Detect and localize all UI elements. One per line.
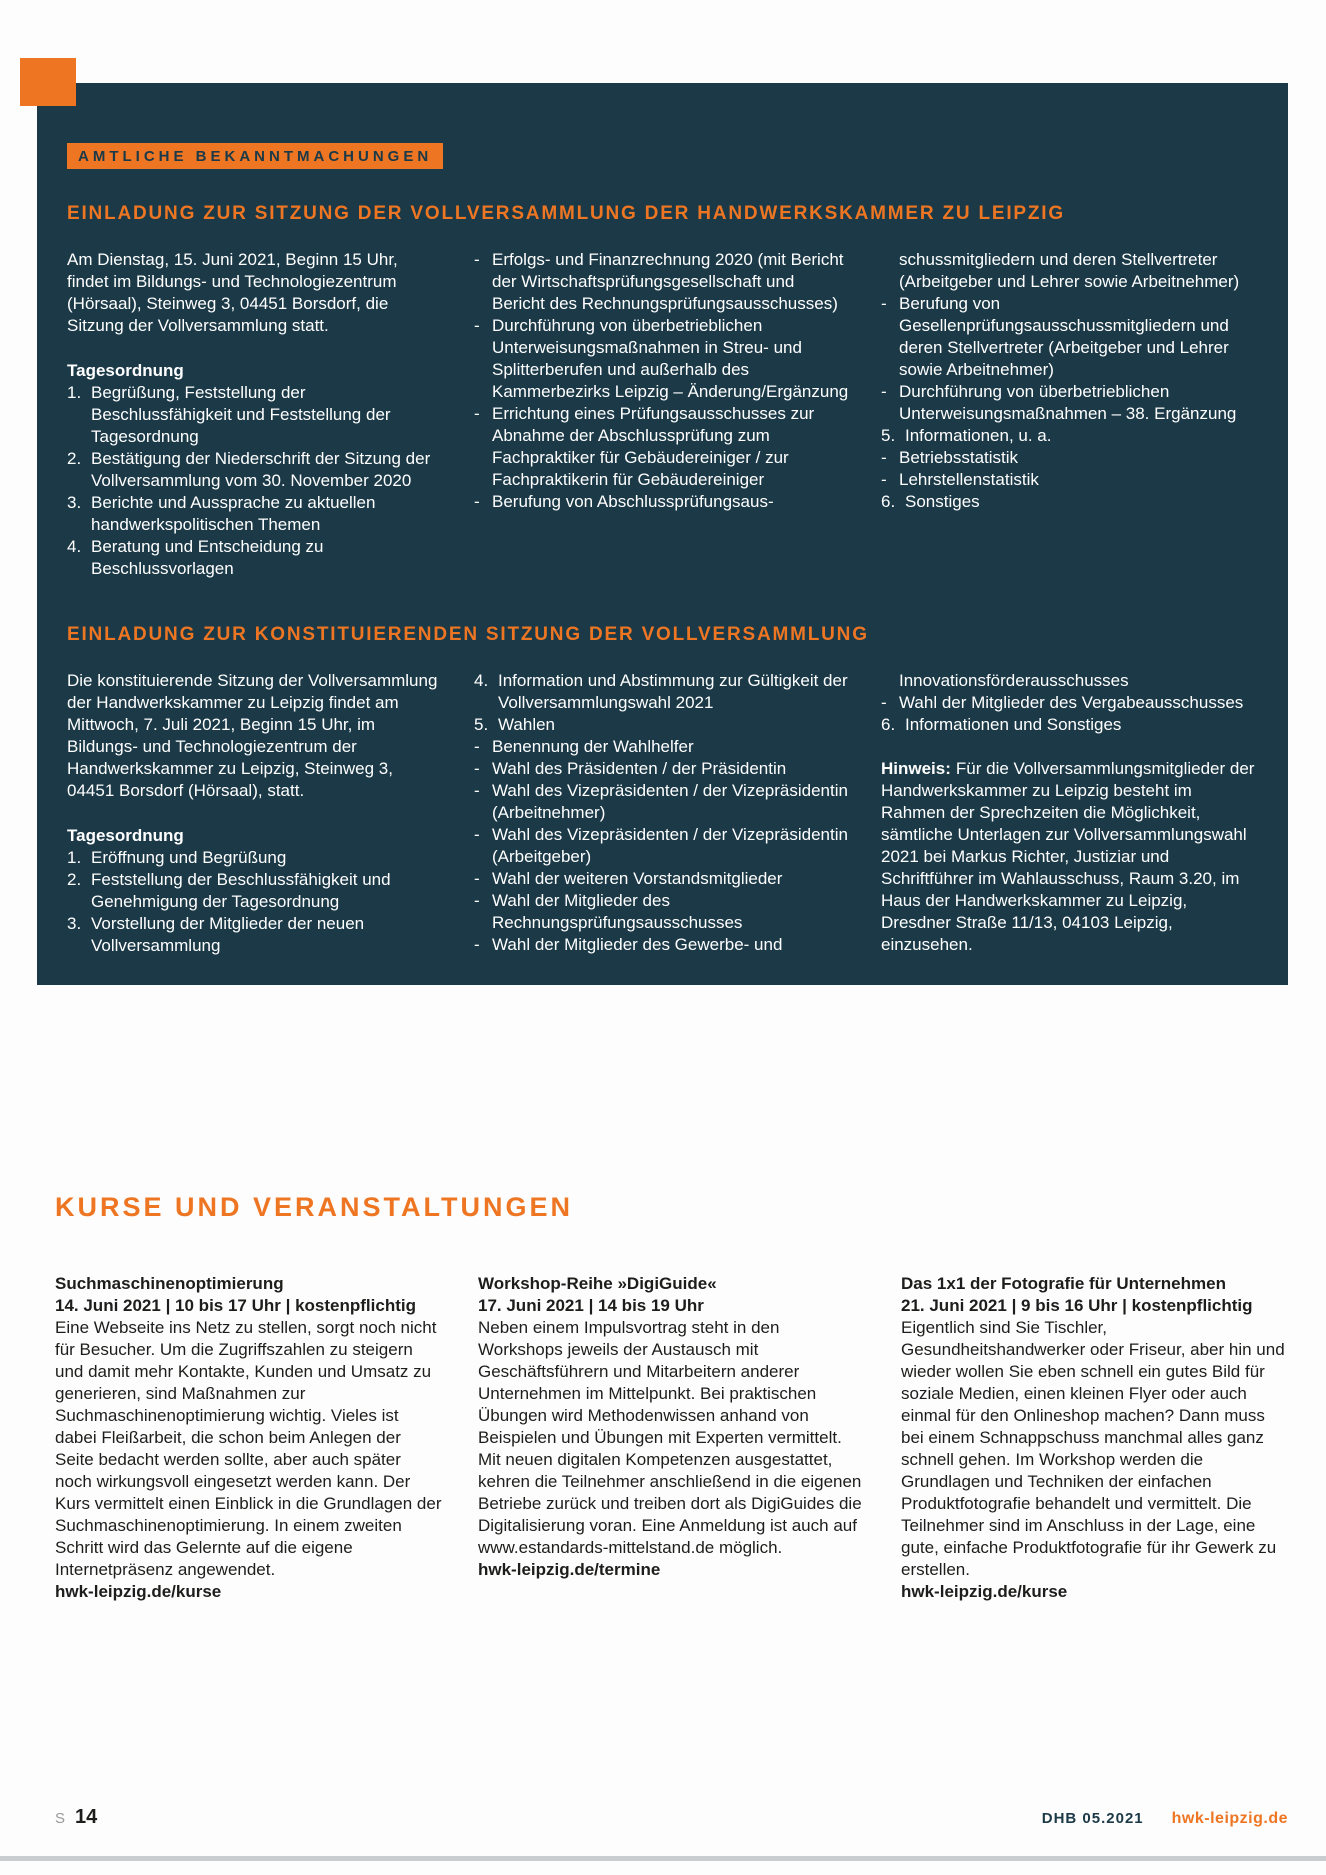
list-marker: - — [474, 869, 480, 888]
page-footer — [55, 1806, 1288, 1829]
corner-accent-square — [20, 58, 76, 106]
text-block — [881, 469, 1258, 491]
list-marker: 6. — [881, 715, 896, 734]
text-block — [881, 670, 1258, 692]
course-description: Neben einem Impulsvortrag steht in den Workshops jeweils der Austausch mit Geschäftsführern und Mitarbeitern anderer Unternehmen im Mittelpunkt. Bei praktischen Übungen wird Methodenwissen anhand von Beispielen und Übungen mit Experten vermittelt. Mit neuen digitalen Kompetenzen ausgestattet, kehren die Teilnehmer anschließend in die eigenen Betriebe zurück und treiben dort als DigiGuides die Digitalisierung voran. Eine Anmeldung ist auch auf www.estandards-mittelstand.de möglich. — [478, 1318, 862, 1557]
text-content: Tagesordnung — [67, 826, 184, 845]
text-block — [881, 714, 1258, 736]
text-content: Vorstellung der Mitglieder der neuen Vollversammlung — [91, 914, 365, 955]
text-block — [67, 847, 444, 869]
courses-section-title: KURSE UND VERANSTALTUNGEN — [55, 1192, 574, 1222]
course-article — [55, 1273, 442, 1603]
course-date-line: 21. Juni 2021 | 9 bis 16 Uhr | kostenpflichtig — [901, 1296, 1253, 1315]
text-block — [474, 758, 851, 780]
text-block — [67, 382, 444, 448]
text-content: Beratung und Entscheidung zu Beschlussvorlagen — [91, 537, 324, 578]
text-content: Wahl des Präsidenten / der Präsidentin — [492, 759, 787, 778]
invite2-col-2 — [474, 670, 851, 957]
text-content: Wahl des Vizepräsidenten / der Vizepräsidentin (Arbeitgeber) — [492, 825, 848, 866]
courses-section — [55, 1192, 1288, 1603]
text-block — [474, 890, 851, 934]
text-content: Berichte und Aussprache zu aktuellen handwerkspolitischen Themen — [91, 493, 376, 534]
list-marker: 1. — [67, 383, 82, 402]
course-url: hwk-leipzig.de/termine — [478, 1560, 661, 1579]
course-article — [901, 1273, 1288, 1603]
text-content: Errichtung eines Prüfungsausschusses zur Abnahme der Abschlussprüfung zum Fachpraktiker für Gebäudereiniger / zur Fachpraktikerin für Gebäudereiniger — [492, 404, 815, 489]
course-date-line: 17. Juni 2021 | 14 bis 19 Uhr — [478, 1296, 704, 1315]
text-block — [474, 824, 851, 868]
invite1-col-2 — [474, 249, 851, 580]
list-marker: 5. — [881, 426, 896, 445]
course-url: hwk-leipzig.de/kurse — [901, 1582, 1068, 1601]
invite1-title: EINLADUNG ZUR SITZUNG DER VOLLVERSAMMLUNG DER HANDWERKSKAMMER ZU LEIPZIG — [67, 203, 1065, 224]
text-content: Wahl des Vizepräsidenten / der Vizepräsidentin (Arbeitnehmer) — [492, 781, 848, 822]
official-announcements-panel — [37, 83, 1288, 985]
text-content: Bestätigung der Niederschrift der Sitzung der Vollversammlung vom 30. November 2020 — [91, 449, 431, 490]
text-content: Durchführung von überbetrieblichen Unterweisungsmaßnahmen in Streu- und Splitterberufen und außerhalb des Kammerbezirks Leipzig – Änderung/Ergänzung — [492, 316, 849, 401]
text-content: Die konstituierende Sitzung der Vollversammlung der Handwerkskammer zu Leipzig findet am Mittwoch, 7. Juli 2021, Beginn 15 Uhr, im Bildungs- und Technologiezentrum der Handwerkskammer zu Leipzig, Steinweg 3, 04451 Borsdorf (Hörsaal), statt. — [67, 671, 438, 800]
invite2-col-3 — [881, 670, 1258, 957]
text-content: Lehrstellenstatistik — [899, 470, 1039, 489]
text-content: Sonstiges — [905, 492, 980, 511]
text-content: Erfolgs- und Finanzrechnung 2020 (mit Bericht der Wirtschaftsprüfungsgesellschaft und Bericht des Rechnungsprüfungsausschusses) — [492, 250, 844, 313]
page-number: 14 — [75, 1806, 98, 1828]
text-content: Information und Abstimmung zur Gültigkeit der Vollversammlungswahl 2021 — [498, 671, 848, 712]
invite2-col-1 — [67, 670, 444, 957]
issue-label: DHB 05.2021 — [1041, 1810, 1144, 1827]
course-url: hwk-leipzig.de/kurse — [55, 1582, 222, 1601]
invite1-col-1 — [67, 249, 444, 580]
text-content: Tagesordnung — [67, 361, 184, 380]
text-block — [67, 536, 444, 580]
list-marker: - — [474, 492, 480, 511]
kicker-badge: AMTLICHE BEKANNTMACHUNGEN — [67, 143, 443, 169]
text-block — [881, 692, 1258, 714]
page-bottom-edge — [0, 1856, 1326, 1861]
list-marker: 1. — [67, 848, 82, 867]
text-content: Wahlen — [498, 715, 556, 734]
text-block — [881, 447, 1258, 469]
list-marker: 4. — [474, 671, 489, 690]
text-block — [474, 403, 851, 491]
text-content: Berufung von Gesellenprüfungsausschussmitgliedern und deren Stellvertreter (Arbeitgeber und Lehrer sowie Arbeitnehmer) — [899, 294, 1229, 379]
list-marker: - — [474, 759, 480, 778]
list-marker: - — [474, 404, 480, 423]
list-marker: 6. — [881, 492, 896, 511]
list-marker: - — [881, 448, 887, 467]
course-article — [478, 1273, 865, 1603]
text-content: Wahl der Mitglieder des Vergabeausschusses — [899, 693, 1244, 712]
course-description: Eigentlich sind Sie Tischler, Gesundheitshandwerker oder Friseur, aber hin und wieder wollen Sie eben schnell ein gutes Bild für soziale Medien, einen kleinen Flyer oder auch einmal für den Onlineshop machen? Dann muss bei einem Schnappschuss manchmal alles ganz schnell gehen. Im Workshop werden die Grundlagen und Techniken der einfachen Produktfotografie behandelt und vermittelt. Die Teilnehmer sind im Anschluss in der Lage, eine gute, einfache Produktfotografie für ihr Gewerk zu erstellen. — [901, 1318, 1285, 1579]
list-marker: - — [474, 891, 480, 910]
list-marker: - — [474, 935, 480, 954]
course-title: Workshop-Reihe »DigiGuide« — [478, 1274, 717, 1293]
text-content: Eröffnung und Begrüßung — [91, 848, 287, 867]
text-content: Wahl der Mitglieder des Gewerbe- und — [492, 935, 783, 954]
list-marker: - — [474, 316, 480, 335]
course-date-line: 14. Juni 2021 | 10 bis 17 Uhr | kostenpflichtig — [55, 1296, 416, 1315]
text-block — [881, 491, 1258, 513]
course-title: Das 1x1 der Fotografie für Unternehmen — [901, 1274, 1226, 1293]
text-content: Berufung von Abschlussprüfungsaus- — [492, 492, 774, 511]
text-block — [67, 249, 444, 337]
text-content: Feststellung der Beschlussfähigkeit und Genehmigung der Tagesordnung — [91, 870, 391, 911]
footer-website: hwk-leipzig.de — [1171, 1810, 1288, 1827]
invite2-title: EINLADUNG ZUR KONSTITUIERENDEN SITZUNG DER VOLLVERSAMMLUNG — [67, 624, 869, 645]
text-block — [474, 315, 851, 403]
text-block — [67, 492, 444, 536]
course-title: Suchmaschinenoptimierung — [55, 1274, 284, 1293]
text-block — [474, 491, 851, 513]
text-block — [474, 736, 851, 758]
list-marker: - — [474, 825, 480, 844]
text-block — [67, 913, 444, 957]
list-marker: - — [474, 781, 480, 800]
text-block — [881, 249, 1258, 293]
text-content: Informationen und Sonstiges — [905, 715, 1122, 734]
text-block — [474, 868, 851, 890]
text-block — [67, 360, 444, 382]
list-marker: - — [474, 250, 480, 269]
list-marker: 2. — [67, 870, 82, 889]
text-content: Wahl der Mitglieder des Rechnungsprüfungsausschusses — [492, 891, 743, 932]
invite1-columns — [67, 249, 1258, 580]
text-content: Betriebsstatistik — [899, 448, 1019, 467]
text-block — [881, 425, 1258, 447]
text-block — [881, 381, 1258, 425]
text-block — [474, 934, 851, 956]
text-content: Am Dienstag, 15. Juni 2021, Beginn 15 Uhr, findet im Bildungs- und Technologiezentrum (Hörsaal), Steinweg 3, 04451 Borsdorf, die Sitzung der Vollversammlung statt. — [67, 250, 398, 335]
text-block — [67, 448, 444, 492]
text-block — [881, 293, 1258, 381]
text-block — [474, 714, 851, 736]
text-block — [474, 780, 851, 824]
text-block — [67, 825, 444, 847]
text-block — [474, 670, 851, 714]
list-marker: - — [474, 737, 480, 756]
text-content: Innovationsförderausschusses — [899, 671, 1129, 690]
text-block — [881, 758, 1258, 956]
text-content: Wahl der weiteren Vorstandsmitglieder — [492, 869, 783, 888]
list-marker: - — [881, 294, 887, 313]
courses-columns — [55, 1273, 1288, 1603]
text-content: Benennung der Wahlhelfer — [492, 737, 694, 756]
list-marker: - — [881, 382, 887, 401]
list-marker: - — [881, 470, 887, 489]
list-marker: 2. — [67, 449, 82, 468]
text-content: Informationen, u. a. — [905, 426, 1052, 445]
list-marker: 3. — [67, 493, 82, 512]
text-block — [67, 869, 444, 913]
page-label: S — [55, 1810, 67, 1827]
list-marker: 5. — [474, 715, 489, 734]
text-content: schussmitgliedern und deren Stellvertreter (Arbeitgeber und Lehrer sowie Arbeitnehmer) — [899, 250, 1240, 291]
course-description: Eine Webseite ins Netz zu stellen, sorgt noch nicht für Besucher. Um die Zugriffszahlen zu steigern und damit mehr Kontakte, Kunden und Umsatz zu generieren, sind Maßnahmen zur Suchmaschinenoptimierung wichtig. Vieles ist dabei Fleißarbeit, die schon beim Anlegen der Seite bedacht werden sollte, aber auch später noch wirkungsvoll eingesetzt werden kann. Der Kurs vermittelt einen Einblick in die Grundlagen der Suchmaschinenoptimierung. In einem zweiten Schritt wird das Gelernte auf die eigene Internetpräsenz angewendet. — [55, 1318, 442, 1579]
invite2-columns — [67, 670, 1258, 957]
text-content: Durchführung von überbetrieblichen Unterweisungsmaßnahmen – 38. Ergänzung — [899, 382, 1237, 423]
list-marker: 3. — [67, 914, 82, 933]
text-content: Begrüßung, Feststellung der Beschlussfähigkeit und Feststellung der Tagesordnung — [91, 383, 391, 446]
list-marker: 4. — [67, 537, 82, 556]
text-content: Für die Vollversammlungsmitglieder der Handwerkskammer zu Leipzig besteht im Rahmen der Sprechzeiten die Möglichkeit, sämtliche Unterlagen zur Vollversammlungswahl 2021 bei Markus Richter, Justiziar und Schriftführer im Wahlausschuss, Raum 3.20, im Haus der Handwerkskammer zu Leipzig, Dresdner Straße 11/13, 04103 Leipzig, einzusehen. — [881, 759, 1255, 954]
invite1-col-3 — [881, 249, 1258, 580]
list-marker: Hinweis: — [881, 759, 951, 778]
text-block — [67, 670, 444, 802]
text-block — [474, 249, 851, 315]
list-marker: - — [881, 693, 887, 712]
